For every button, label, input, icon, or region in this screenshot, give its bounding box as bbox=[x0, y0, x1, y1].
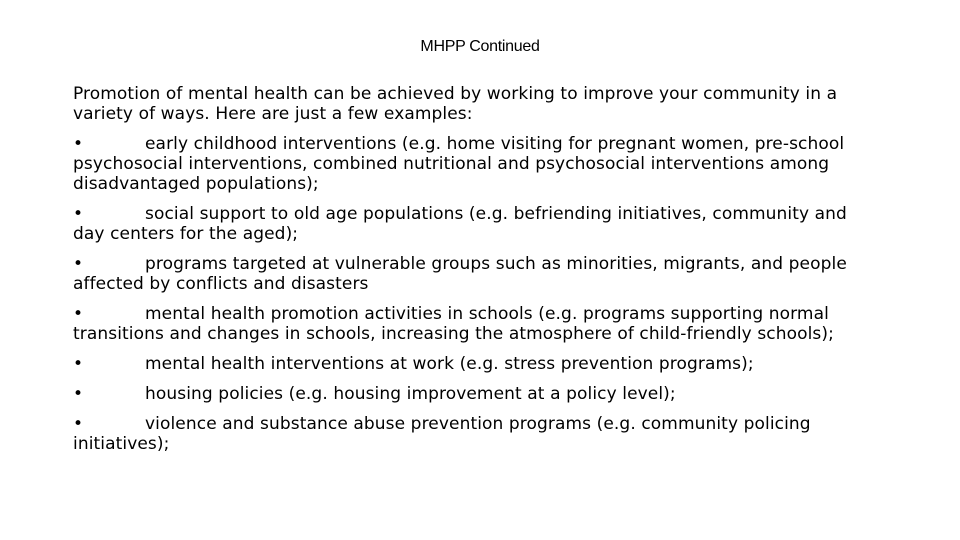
bullet-item bbox=[73, 254, 873, 294]
bullet-symbol: • bbox=[73, 134, 84, 154]
bullet-item bbox=[73, 354, 873, 374]
bullet-item bbox=[73, 134, 873, 194]
bullet-symbol: • bbox=[73, 304, 84, 324]
bullet-item bbox=[73, 204, 873, 244]
bullet-item bbox=[73, 384, 873, 404]
bullet-text: mental health interventions at work (e.g. stress prevention programs); bbox=[145, 354, 754, 374]
bullet-symbol: • bbox=[73, 384, 84, 404]
bullet-text: mental health promotion activities in schools (e.g. programs supporting normal transitions and changes in schools, increasing the atmosphere of child-friendly schools); bbox=[73, 304, 834, 344]
bullet-symbol: • bbox=[73, 354, 84, 374]
bullet-symbol: • bbox=[73, 204, 84, 224]
slide-title: MHPP Continued bbox=[420, 38, 540, 55]
bullet-text: violence and substance abuse prevention programs (e.g. community policing initiatives); bbox=[73, 414, 811, 454]
slide-body bbox=[73, 84, 873, 464]
bullet-text: social support to old age populations (e.g. befriending initiatives, community and day centers for the aged); bbox=[73, 204, 847, 244]
bullet-text: early childhood interventions (e.g. home visiting for pregnant women, pre-school psychosocial interventions, combined nutritional and psychosocial interventions among disadvantaged populations); bbox=[73, 134, 845, 194]
bullet-item bbox=[73, 414, 873, 454]
intro-paragraph: Promotion of mental health can be achieved by working to improve your community in a variety of ways. Here are just a few examples: bbox=[73, 84, 838, 124]
bullet-symbol: • bbox=[73, 414, 84, 434]
bullet-text: housing policies (e.g. housing improvement at a policy level); bbox=[145, 384, 676, 404]
bullet-text: programs targeted at vulnerable groups such as minorities, migrants, and people affected by conflicts and disasters bbox=[73, 254, 847, 294]
bullet-item bbox=[73, 304, 873, 344]
bullet-symbol: • bbox=[73, 254, 84, 274]
